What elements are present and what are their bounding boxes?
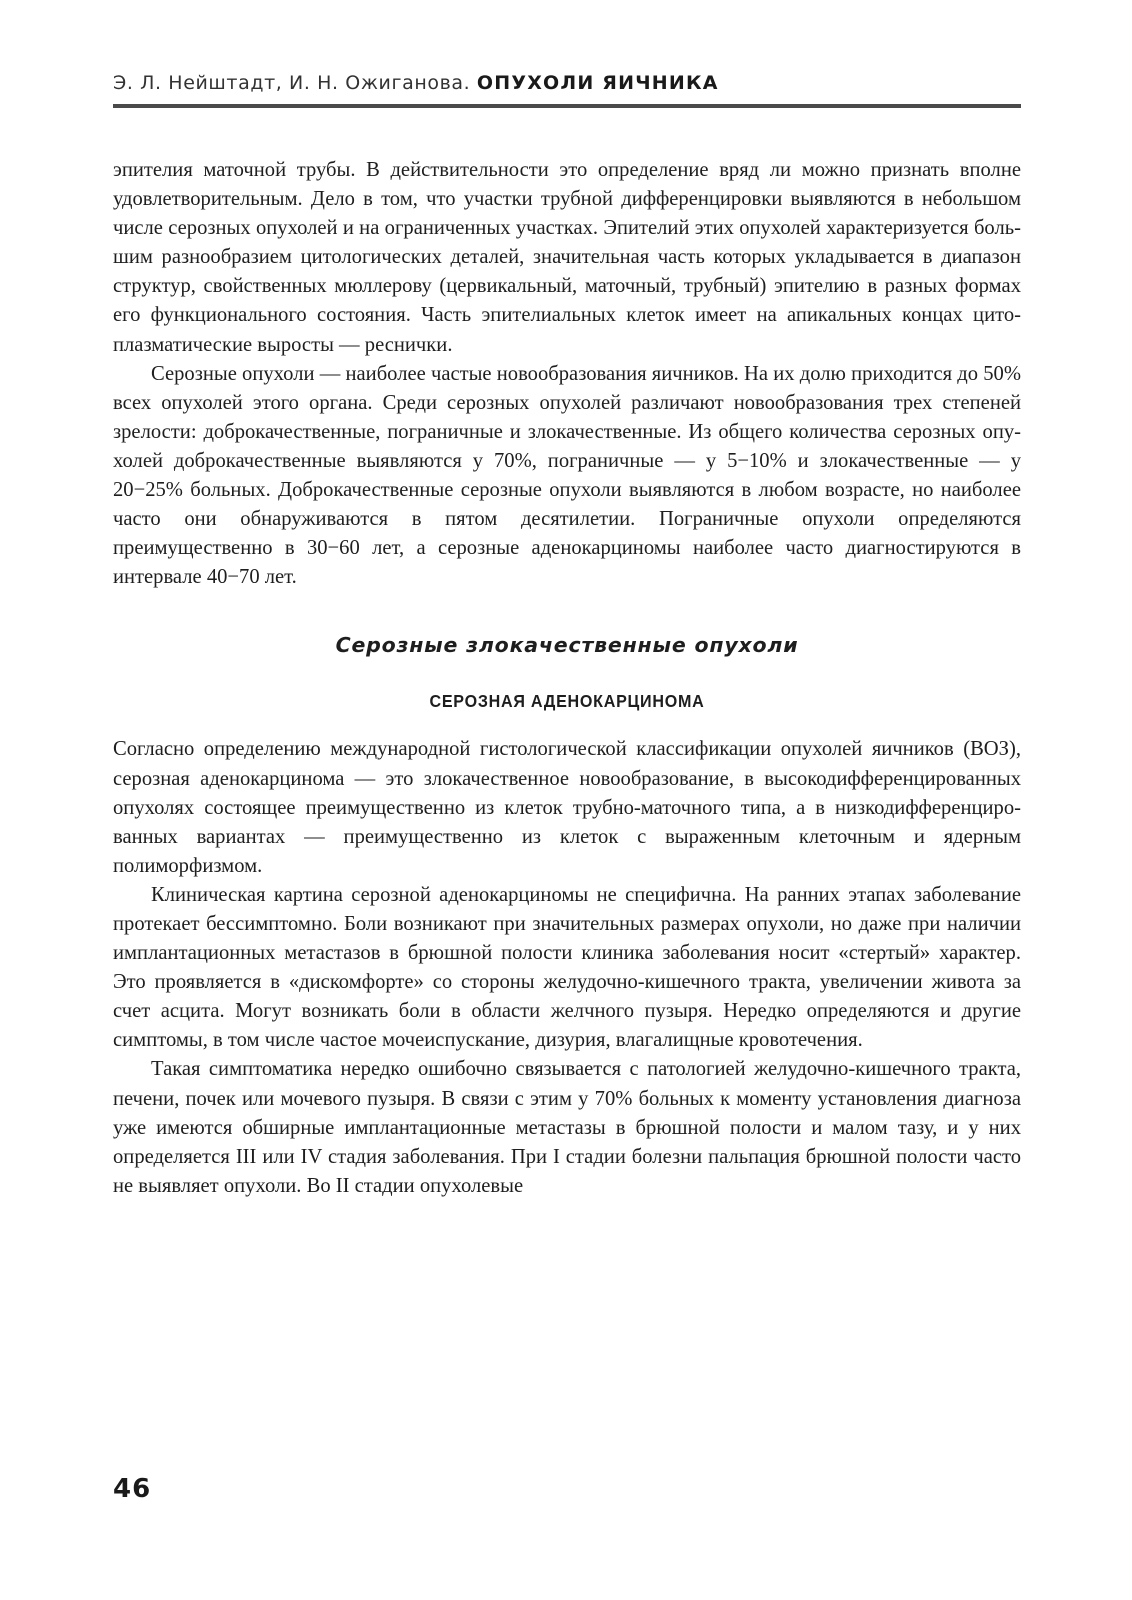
book-page [113,64,1021,1534]
body-text [113,156,1021,1201]
subsection-heading: СЕРОЗНАЯ АДЕНОКАРЦИНОМА [429,691,705,712]
paragraph-section-2: Клиническая картина серозной аденокарциномы не специфична. На ранних этапах заболевание протекает бессимптомно. Боли возникают при значительных размерах опухоли, но даже при наличии имплантационных метастазов в брюшной полости клиника заболевания носит «стертый» характер. Это проявляется в «дискомфорте» со стороны желудочно-кишечного тракта, увеличении живота за счет асцита. Могут возникать боли в области желчного пузыря. Нередко определяются и другие симптомы, в том числе частое мочеиспускание, дизурия, влагалищные кровотечения. [113,883,1021,1052]
page-number: 46 [113,1474,152,1504]
paragraph-section-3: Такая симптоматика нередко ошибочно связывается с патологией желудочно-кишечного тракта, печени, почек или мочевого пузыря. В связи с этим у 70% больных к моменту установления диагноза уже имеются обширные имплантационные метастазы в брюшной полости и малом тазу, и у них определяется III или IV стадия заболевания. При I стадии болезни пальпация брюшной полости часто не выявляет опухоли. Во II стадии опухолевые [113,1058,1021,1197]
header-book-title: ОПУХОЛИ ЯИЧНИКА [476,72,719,94]
running-header [113,72,1021,94]
paragraph-section-1: Согласно определению международной гистологической классификации опухолей яичников (ВОЗ), серозная аденокарцинома — это злокачественное новообразование, в высокодифференцированных опухолях состоящее преимущественно из клеток трубно-маточного типа, а в низкодифференцированных вариантах — преимущественно из клеток с выраженным клеточным и ядерным полиморфизмом. [113,738,1021,877]
header-rule [113,104,1021,108]
paragraph-intro-1: эпителия маточной трубы. В действительности это определение вряд ли можно признать вполне удовлетворительным. Дело в том, что участки трубной дифференцировки выявляются в небольшом числе серозных опухолей и на ограниченных участках. Эпителий этих опухолей характеризуется большим разнообразием цитологических деталей, значительная часть которых укладывается в диапазон структур, свойственных мюллерову (цервикальный, маточный, трубный) эпителию в разных формах его функционального состояния. Часть эпителиальных клеток имеет на апикальных концах цитоплазматические выросты — реснички. [113,159,1021,356]
paragraph-intro-2: Серозные опухоли — наиболее частые новообразования яичников. На их долю приходится до 50% всех опухолей этого органа. Среди серозных опухолей различают новообразования трех степеней зрелости: доброкачественные, пограничные и злокачественные. Из общего количества серозных опухолей доброкачественные выявляются у 70%, пограничные — у 5−10% и злокачественные — у 20−25% больных. Доброкачественные серозные опухоли выявляются в любом возрасте, но наиболее часто они обнаруживаются в пятом десятилетии. Пограничные опухоли определяются преимущественно в 30−60 лет, а серозные аденокарциномы наиболее часто диагностируются в интервале 40−70 лет. [113,362,1021,589]
header-authors: Э. Л. Нейштадт, И. Н. Ожиганова. [113,72,471,94]
section-heading: Серозные злокачественные опухоли [335,633,799,658]
